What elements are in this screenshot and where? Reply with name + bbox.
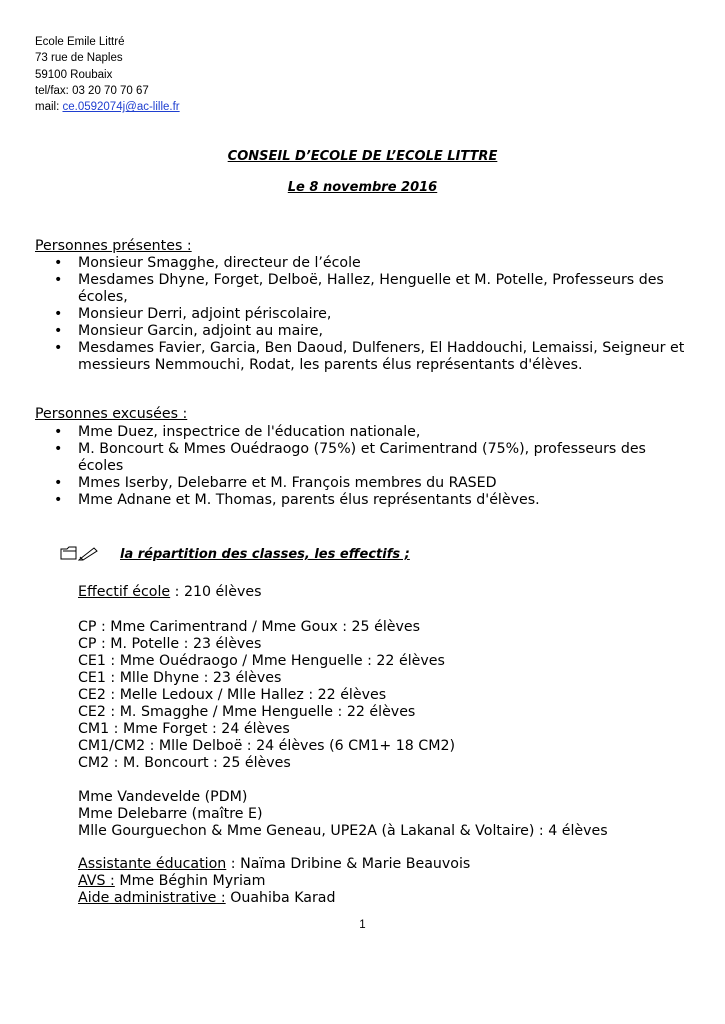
staff-list xyxy=(78,856,470,907)
staff-value: Ouahiba Karad xyxy=(225,890,336,906)
list-item: • Mesdames Dhyne, Forget, Delboë, Hallez, Henguelle et M. Potelle, Professeurs des écoles, xyxy=(53,272,693,306)
school-phone: tel/fax: 03 20 70 70 67 xyxy=(35,84,149,97)
effectif-label: Effectif école xyxy=(78,584,171,600)
list-item: • Mme Adnane et M. Thomas, parents élus représentants d'élèves. xyxy=(53,492,693,509)
mail-label: mail: xyxy=(35,101,63,114)
staff-line xyxy=(78,890,470,907)
classes-list xyxy=(78,619,455,772)
present-label: Personnes présentes : xyxy=(35,238,192,254)
staff-label: Assistante éducation xyxy=(78,856,227,872)
specialist-line: Mme Delebarre (maître E) xyxy=(78,806,263,822)
school-address: 73 rue de Naples xyxy=(35,52,123,65)
class-line: CE2 : Melle Ledoux / Mlle Hallez : 22 élèves xyxy=(78,687,387,703)
section-heading xyxy=(60,544,410,565)
list-item: • Mme Duez, inspectrice de l'éducation nationale, xyxy=(53,424,693,441)
staff-value: : Naïma Dribine & Marie Beauvois xyxy=(226,856,471,872)
class-line: CM1/CM2 : Mlle Delboë : 24 élèves (6 CM1+ 18 CM2) xyxy=(78,738,456,754)
page-number: 1 xyxy=(359,919,366,931)
staff-line xyxy=(78,856,470,873)
document-title: CONSEIL D’ECOLE DE L’ECOLE LITTRE xyxy=(227,149,498,164)
staff-label: Aide administrative : xyxy=(78,890,226,906)
present-list xyxy=(53,255,693,374)
specialist-line: Mme Vandevelde (PDM) xyxy=(78,789,248,805)
class-line: CE2 : M. Smagghe / Mme Henguelle : 22 élèves xyxy=(78,704,416,720)
list-item: • Monsieur Garcin, adjoint au maire, xyxy=(53,323,693,340)
excused-label: Personnes excusées : xyxy=(35,406,188,422)
class-line: CE1 : Mme Ouédraogo / Mme Henguelle : 22 élèves xyxy=(78,653,445,669)
mail-link[interactable]: ce.0592074j@ac-lille.fr xyxy=(62,101,180,114)
effectif-line xyxy=(78,584,261,601)
folder-pencil-icon xyxy=(60,545,98,565)
class-line: CE1 : Mlle Dhyne : 23 élèves xyxy=(78,670,282,686)
specialists-list xyxy=(78,789,608,840)
school-name: Ecole Emile Littré xyxy=(35,36,125,48)
staff-label: AVS : xyxy=(78,873,115,889)
list-item: • Monsieur Derri, adjoint périscolaire, xyxy=(53,306,693,323)
school-city: 59100 Roubaix xyxy=(35,68,113,81)
list-item: • Monsieur Smagghe, directeur de l’école xyxy=(53,255,693,272)
class-line: CP : Mme Carimentrand / Mme Goux : 25 élèves xyxy=(78,619,421,635)
school-mail xyxy=(35,99,180,115)
effectif-value: : 210 élèves xyxy=(170,584,262,600)
list-item: • Mmes Iserby, Delebarre et M. François membres du RASED xyxy=(53,475,693,492)
class-line: CP : M. Potelle : 23 élèves xyxy=(78,636,262,652)
excused-list xyxy=(53,424,693,509)
class-line: CM2 : M. Boncourt : 25 élèves xyxy=(78,755,291,771)
class-line: CM1 : Mme Forget : 24 élèves xyxy=(78,721,290,737)
list-item: • M. Boncourt & Mmes Ouédraogo (75%) et Carimentrand (75%), professeurs des écoles xyxy=(53,441,693,475)
specialist-line: Mlle Gourguechon & Mme Geneau, UPE2A (à Lakanal & Voltaire) : 4 élèves xyxy=(78,823,608,839)
section-heading-text: la répartition des classes, les effectifs ; xyxy=(120,547,410,562)
staff-line xyxy=(78,873,470,890)
staff-value: Mme Béghin Myriam xyxy=(114,873,266,889)
document-date: Le 8 novembre 2016 xyxy=(287,180,438,195)
school-header xyxy=(35,34,180,115)
list-item: • Mesdames Favier, Garcia, Ben Daoud, Dulfeners, El Haddouchi, Lemaissi, Seigneur et messieurs Nemmouchi, Rodat, les parents élus représentants d'élèves. xyxy=(53,340,693,374)
